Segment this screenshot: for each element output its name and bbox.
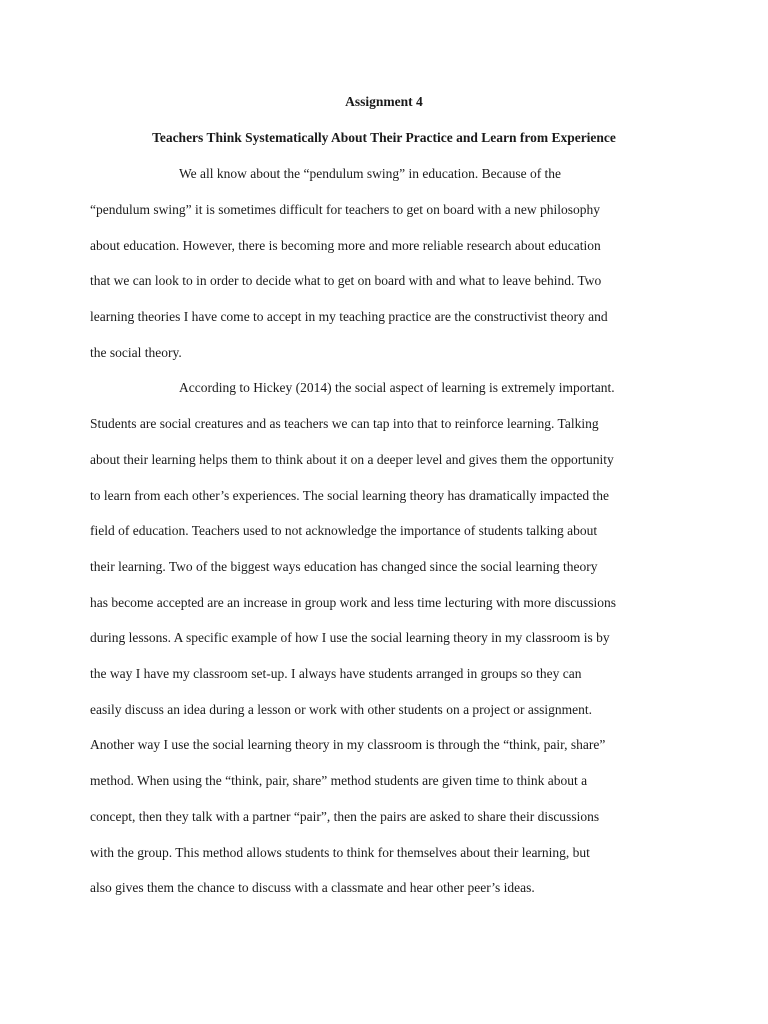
text-line: learning theories I have come to accept in my teaching practice are the constructivist theory and <box>90 309 608 324</box>
text-line: that we can look to in order to decide what to get on board with and what to leave behind. Two <box>90 273 602 288</box>
text-line: method. When using the “think, pair, share” method students are given time to think about a <box>90 773 588 788</box>
text-line: their learning. Two of the biggest ways education has changed since the social learning theory <box>90 559 598 574</box>
text-line: during lessons. A specific example of how I use the social learning theory in my classroom is by <box>90 630 610 645</box>
text-line: concept, then they talk with a partner “pair”, then the pairs are asked to share their discussions <box>90 809 600 824</box>
text-line: Another way I use the social learning theory in my classroom is through the “think, pair, share” <box>90 737 606 752</box>
text-line: field of education. Teachers used to not acknowledge the importance of students talking about <box>90 523 598 538</box>
text-line: to learn from each other’s experiences. The social learning theory has dramatically impacted the <box>90 488 610 503</box>
text-line: According to Hickey (2014) the social aspect of learning is extremely important. <box>179 380 615 395</box>
text-line: with the group. This method allows students to think for themselves about their learning, but <box>90 845 590 860</box>
text-line: the social theory. <box>90 345 182 360</box>
text-line: has become accepted are an increase in group work and less time lecturing with more discussions <box>90 595 616 610</box>
text-line: the way I have my classroom set-up. I always have students arranged in groups so they can <box>90 666 582 681</box>
text-line: also gives them the chance to discuss with a classmate and hear other peer’s ideas. <box>90 880 535 895</box>
text-line: We all know about the “pendulum swing” in education. Because of the <box>179 166 562 181</box>
text-line: about education. However, there is becoming more and more reliable research about education <box>90 238 601 253</box>
text-line: easily discuss an idea during a lesson or work with other students on a project or assignment. <box>90 702 593 717</box>
document-subtitle: Teachers Think Systematically About Their Practice and Learn from Experience <box>152 130 616 145</box>
document-title: Assignment 4 <box>345 94 423 109</box>
text-line: “pendulum swing” it is sometimes difficult for teachers to get on board with a new philosophy <box>90 202 601 217</box>
text-line: about their learning helps them to think about it on a deeper level and gives them the opportunity <box>90 452 614 467</box>
text-line: Students are social creatures and as teachers we can tap into that to reinforce learning. Talking <box>90 416 599 431</box>
